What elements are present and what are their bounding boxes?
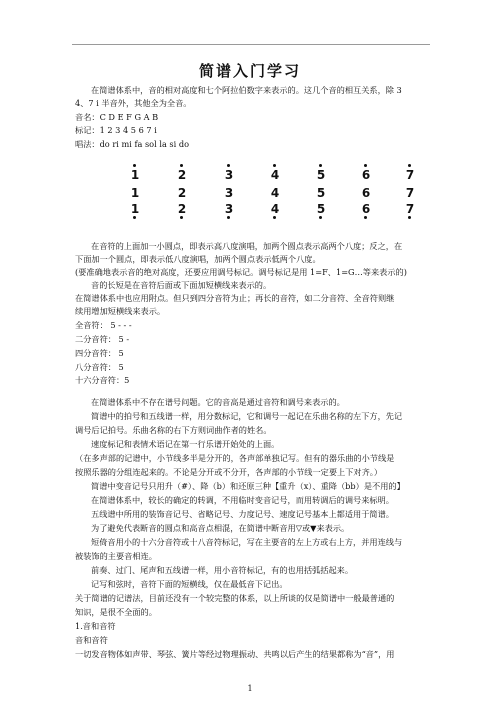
quarter-note-line: 四分音符： 5 xyxy=(75,348,124,358)
body-line: 短倚音用小的十六分音符或十八音符标记，写在主要音的左上方或右上方，并用连线与 xyxy=(91,537,403,547)
low-dot xyxy=(133,216,136,219)
body-line: （在多声部的记谱中，小节线多半是分开的，各声部单独记写。但有的器乐曲的小节线是 xyxy=(75,453,395,463)
high-dot xyxy=(273,164,276,167)
body-line: 被装饰的主要音相连。 xyxy=(75,551,157,561)
high-dot xyxy=(180,164,183,167)
body-line: 记写和弦时，音符下面的短横线，仅在最低音下记出。 xyxy=(91,579,288,589)
digit-row-low-octave xyxy=(75,203,430,219)
intro-line: 在简谱体系中，音的相对高度和七个阿拉伯数字来表示的。这几个音的相互关系，除 3 xyxy=(91,85,402,95)
body-line: 知识，是很不全面的。 xyxy=(75,607,157,617)
high-dot xyxy=(319,164,322,167)
high-dot xyxy=(408,164,411,167)
body-line: 前奏、过门、尾声和五线谱一样，用小音符标记，有的也用括弧括起来。 xyxy=(91,565,354,575)
note-names-line: 音名：C D E F G A B xyxy=(75,112,159,122)
solfege-line: 唱法：do ri mi fa sol la si do xyxy=(75,139,190,149)
digit: 4 xyxy=(265,169,285,181)
body-line: 续用增加短横线来表示。 xyxy=(75,306,166,316)
high-dot xyxy=(227,164,230,167)
body-line: (要准确地表示音的绝对高度，还要应用调号标记。调号标记是用 1=F、1=G…等来表示的) xyxy=(75,267,407,277)
digit: 4 xyxy=(270,186,280,200)
body-line: 简谱中变音记号只用升（#）、降（b）和还原三种【重升（x）、重降（bb）是不用的】 xyxy=(91,481,405,491)
body-line: 速度标记和表情术语记在第一行乐谱开始处的上面。 xyxy=(91,439,280,449)
section-heading: 1.音和音符 xyxy=(75,621,116,631)
body-line: 在简谱体系中，较长的确定的转调，不用临时变音记号，而用转调后的调号来标明。 xyxy=(91,495,394,505)
high-dot xyxy=(133,164,136,167)
intro-line: 4、7 i 半音外，其他全为全音。 xyxy=(75,98,192,108)
low-dot xyxy=(180,216,183,219)
body-line: 在简谱体系中也应用附点。但只到四分音符为止；再长的音符，如二分音符、全音符则继 xyxy=(75,293,395,303)
body-line: 简谱中的拍号和五线谱一样，用分数标记，它和调号一起记在乐曲名称的左下方，先记 xyxy=(91,411,403,421)
body-line: 在简谱体系中不存在谱号问题。它的音高是通过音符和调号来表示的。 xyxy=(91,397,345,407)
digit: 2 xyxy=(177,186,187,200)
body-line: 在音符的上面加一小圆点，即表示高八度演唱，加两个圆点表示高两个八度；反之，在 xyxy=(91,241,403,251)
body-line: 调号后记拍号。乐曲名称的右下方则词曲作者的姓名。 xyxy=(75,425,272,435)
whole-note-line: 全音符： 5 - - - xyxy=(75,320,132,330)
high-dot xyxy=(364,164,367,167)
digit: 5 xyxy=(316,186,326,200)
digit: 3 xyxy=(219,169,239,181)
body-line: 音的长短是在音符后面或下面加短横线来表示的。 xyxy=(91,280,272,290)
page-title: 简谱入门学习 xyxy=(198,62,301,80)
digit: 7 xyxy=(405,186,415,200)
digit-row-high-octave xyxy=(75,169,430,185)
body-line: 一切发音物体如声带、琴弦、簧片等经过物理振动、共鸣以后产生的结果都称为“音”，用 xyxy=(75,649,395,659)
low-dot xyxy=(319,216,322,219)
low-dot xyxy=(227,216,230,219)
digit: 6 xyxy=(356,169,376,181)
body-line: 为了避免代表断音的圆点和高音点相混，在简谱中断音用▽或▼来表示。 xyxy=(91,523,350,533)
octave-digits-figure xyxy=(75,163,430,233)
digit: 4 xyxy=(265,203,285,215)
header-rule xyxy=(72,44,430,45)
body-line: 下面加一个圆点，即表示低八度演唱，加两个圆点表示低两个八度。 xyxy=(75,254,321,264)
low-dot xyxy=(364,216,367,219)
note-marks-line: 标记：1 2 3 4 5 6 7 i xyxy=(75,125,157,135)
page-number: 1 xyxy=(247,684,253,693)
digit: 1 xyxy=(125,203,145,215)
half-note-line: 二分音符： 5 - xyxy=(75,334,130,344)
digit: 3 xyxy=(224,186,234,200)
eighth-note-line: 八分音符： 5 xyxy=(75,362,124,372)
digit: 3 xyxy=(219,203,239,215)
digit: 1 xyxy=(125,169,145,181)
digit: 5 xyxy=(311,169,331,181)
low-dot xyxy=(273,216,276,219)
digit: 6 xyxy=(356,203,376,215)
digit: 5 xyxy=(311,203,331,215)
body-line: 按照乐器的分组连起来的。不论是分开或不分开，各声部的小节线一定要上下对齐。） xyxy=(75,467,383,477)
sixteenth-note-line: 十六分音符：5 xyxy=(75,375,130,385)
digit-row-middle-octave xyxy=(75,187,430,203)
low-dot xyxy=(408,216,411,219)
digit: 2 xyxy=(172,169,192,181)
digit: 6 xyxy=(361,186,371,200)
body-line: 关于简谱的记谱法，目前还没有一个较完整的体系，以上所谈的仅是简谱中一般最普通的 xyxy=(75,593,395,603)
digit: 1 xyxy=(130,186,140,200)
digit: 7 xyxy=(400,203,420,215)
digit: 7 xyxy=(400,169,420,181)
digit: 2 xyxy=(172,203,192,215)
subsection-heading: 音和音符 xyxy=(75,635,108,645)
body-line: 五线谱中所用的装饰音记号、省略记号、力度记号、速度记号基本上都适用于简谱。 xyxy=(91,509,394,519)
